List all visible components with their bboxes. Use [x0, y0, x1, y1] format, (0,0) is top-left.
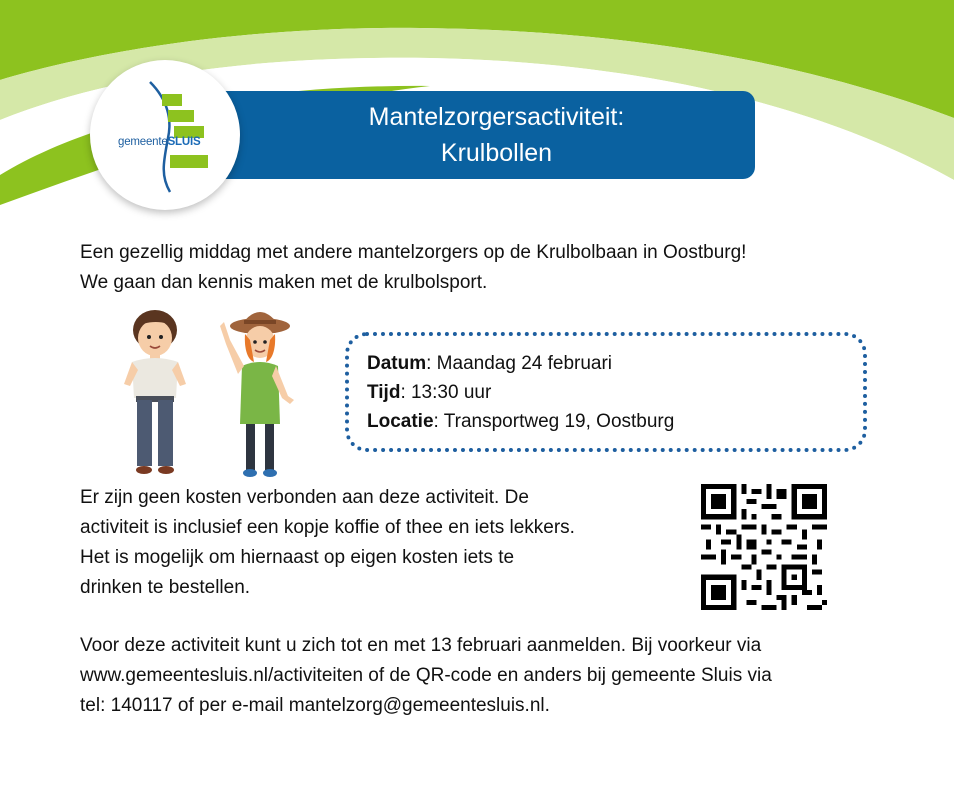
date-label: Datum: [367, 353, 427, 374]
signup-line-3: tel: 140117 of per e-mail mantelzorg@gemeentesluis.nl.: [80, 695, 550, 716]
intro-paragraph: [80, 238, 880, 298]
time-value: : 13:30 uur: [400, 382, 492, 403]
qr-code-icon[interactable]: [700, 484, 828, 610]
costs-line-1: Er zijn geen kosten verbonden aan deze activiteit. De: [80, 487, 529, 508]
costs-paragraph: [80, 483, 680, 603]
intro-line-2: We gaan dan kennis maken met de krulbolsport.: [80, 272, 488, 293]
costs-line-3: Het is mogelijk om hiernaast op eigen kosten iets te: [80, 547, 515, 568]
costs-line-4: drinken te bestellen.: [80, 577, 251, 598]
intro-line-1: Een gezellig middag met andere mantelzorgers op de Krulbolbaan in Oostburg!: [80, 242, 747, 263]
location-value: : Transportweg 19, Oostburg: [433, 411, 675, 432]
event-details-box: [345, 332, 867, 452]
title-banner: [218, 91, 755, 179]
location-row: [367, 407, 863, 436]
girl-figure: [220, 312, 294, 477]
time-row: [367, 378, 863, 407]
logo-wordmark: gemeenteSLUIS: [118, 136, 201, 148]
gemeente-sluis-logo: [90, 60, 240, 210]
logo-icon: [90, 60, 240, 210]
signup-paragraph: [80, 631, 890, 721]
title-line-2: Krulbollen: [440, 139, 553, 167]
boy-figure: [124, 310, 186, 474]
date-row: [367, 349, 863, 378]
title-line-1: Mantelzorgersactiviteit:: [368, 103, 625, 131]
time-label: Tijd: [367, 382, 401, 403]
cartoon-characters-illustration: [110, 300, 310, 485]
signup-line-1: Voor deze activiteit kunt u zich tot en met 13 februari aanmelden. Bij voorkeur via: [80, 635, 762, 656]
signup-line-2: www.gemeentesluis.nl/activiteiten of de QR-code en anders bij gemeente Sluis via: [80, 665, 772, 686]
date-value: : Maandag 24 februari: [426, 353, 613, 374]
location-label: Locatie: [367, 411, 434, 432]
costs-line-2: activiteit is inclusief een kopje koffie of thee en iets lekkers.: [80, 517, 575, 538]
